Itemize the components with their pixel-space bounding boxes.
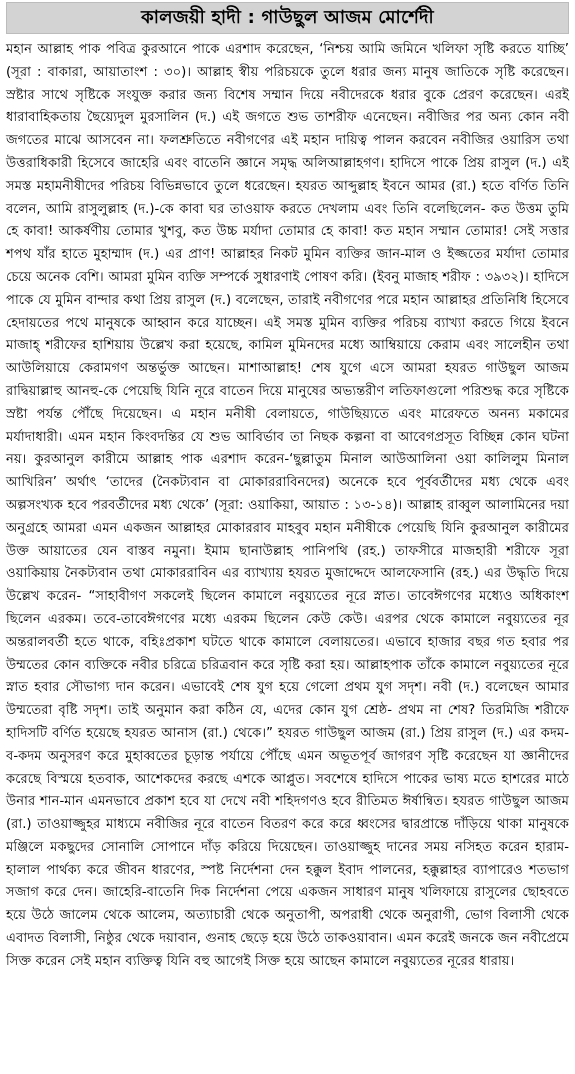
title-bar [6,2,569,34]
article-body [6,39,569,974]
article-title: কালজয়ী হাদী : গাউছুল আজম মোর্শেদী [141,6,434,28]
article-paragraph: মহান আল্লাহ পাক পবিত্র কুরআনে পাকে এরশাদ করেছেন, ‘নিশ্চয় আমি জমিনে খলিফা সৃষ্টি করতে যাচ্ছি’ (সূরা : বাকারা, আয়াতাংশ : ৩০)। আল্লাহ স্বীয় পরিচয়কে তুলে ধরার জন্য মানুষ জাতিকে সৃষ্টি করেছেন। স্রষ্টার সাথে সৃষ্টিকে সংযুক্ত করার জন্য বিশেষ সম্মান দিয়ে নবীদেরকে ধরার বুকে প্রেরণ করেছেন। এরই ধারাবাহিকতায় ছৈয়্যেদুল মুরসালিন (দ.) এই জগতে শুভ তাশরীফ এনেছেন। নবীজির পর অন্য কোন নবী জগতের মাঝে আসবেন না। ফলশ্রুতিতে নবীগণের এই মহান দায়িত্ব পালন করবেন নবীজির ওয়ারিস তথা উত্তরাধিকারী হিসেবে জাহেরি এবং বাতেনি জ্ঞানে সমৃদ্ধ অলিআল্লাহগণ। হাদিসে পাকে প্রিয় রাসুল (দ.) এই সমস্ত মহামনীষীদের পরিচয় বিভিন্নভাবে তুলে ধরেছেন। হযরত আব্দুল্লাহ ইবনে আমর (রা.) হতে বর্ণিত তিনি বলেন, আমি রাসুলুল্লাহ (দ.)-কে কাবা ঘর তাওয়াফ করতে দেখলাম এবং তিনি বলেছিলেন- কত উত্তম তুমি হে কাবা! আকর্ষণীয় তোমার খুশবু, কত উচ্চ মর্যাদা তোমার হে কাবা! কত মহান সম্মান তোমার! সেই সত্তার শপথ যাঁর হাতে মুহাম্মাদ (দ.) এর প্রাণ! আল্লাহর নিকট মুমিন ব্যক্তির জান-মাল ও ইজ্জতের মর্যাদা তোমার চেয়ে অনেক বেশি। আমরা মুমিন ব্যক্তি সম্পর্কে সুধারণাই পোষণ করি। (ইবনু মাজাহ শরীফ : ৩৯৩২)। হাদিসে পাকে যে মুমিন বান্দার কথা প্রিয় রাসুল (দ.) বলেছেন, তারাই নবীগণের পরে মহান আল্লাহর প্রতিনিধি হিসেবে হেদায়তের পথে মানুষকে আহ্বান করে যাচ্ছেন। এই সমস্ত মুমিন ব্যক্তির পরিচয় ব্যাখ্যা করতে গিয়ে ইবনে মাজাহ্ শরীফের হাশিয়ায় উল্লেখ করা হয়েছে, কামিল মুমিনদের মধ্যে আম্বিয়ায়ে কেরাম এবং সালেহীন তথা আউলিয়ায়ে কেরামগণ অন্তর্ভুক্ত আছেন। মাশাআল্লাহ! শেষ যুগে এসে আমরা হযরত গাউছুল আজম রাদ্বিয়াল্লাহু আনহু-কে পেয়েছি যিনি নূরে বাতেন দিয়ে মানুষের অভ্যন্তরীণ লতিফাগুলো পরিশুদ্ধ করে সৃষ্টিকে স্রষ্টা পর্যন্ত পৌঁছে দিয়েছেন। এ মহান মনীষী বেলায়তে, গাউছিয়্যতে এবং মারেফতে অনন্য মকামের মর্যাদাধারী। এমন মহান কিংবদন্তির যে শুভ আবির্ভাব তা নিছক কল্পনা বা আবেগপ্রসূত বিচ্ছিন্ন কোন ঘটনা নয়। কুরআনুল কারীমে আল্লাহ পাক এরশাদ করেন-‘ছুল্লাতুম মিনাল আউআলিনা ওয়া কালিলুম মিনাল আখিরিন’ অর্থাৎ ‘তাদের (নৈকট্যবান বা মোকাররাবিনদের) অনেকে হবে পূর্ববর্তীদের মধ্য থেকে এবং অল্পসংখ্যক হবে পরবর্তীদের মধ্য থেকে’ (সূরা: ওয়াকিয়া, আয়াত : ১৩-১৪)। আল্লাহ রাব্বুল আলামিনের দয়া অনুগ্রহে আমরা এমন একজন আল্লাহর মোকাররাব মাহবুব মহান মনীষীকে পেয়েছি যিনি কুরআনুল কারীমের উক্ত আয়াতের যেন বাস্তব নমুনা। ইমাম ছানাউল্লাহ পানিপথি (রহ.) তাফসীরে মাজহারী শরীফে সূরা ওয়াকিয়ায় নৈকট্যবান তথা মোকাররাবিন এর ব্যাখ্যায় হযরত মুজাদ্দেদে আলফেসানি (রহ.) এর উদ্ধৃতি দিয়ে উল্লেখ করেন- “সাহাবীগণ সকলেই ছিলেন কামালে নবুয়্যতের নূরে স্নাত। তাবেঈগণের মধ্যেও অধিকাংশ ছিলেন এরকম। তবে-তাবেঈগণের মধ্যে এরকম ছিলেন কেউ কেউ। এরপর থেকে কামালে নবুয়্যতের নূর অন্তরালবর্তী হতে থাকে, বহিঃপ্রকাশ ঘটতে থাকে কামালে বেলায়তের। এভাবে হাজার বছর গত হবার পর উম্মতের কোন ব্যক্তিকে নবীর চরিত্রে চরিত্রবান করে সৃষ্টি করা হয়। আল্লাহপাক তাঁকে কামালে নবুয়্যতের নূরে স্নাত হবার সৌভাগ্য দান করেন। এভাবেই শেষ যুগ হয়ে গেলো প্রথম যুগ সদৃশ। নবী (দ.) বলেছেন আমার উম্মতেরা বৃষ্টি সদৃশ। তাই অনুমান করা কঠিন যে, এদের কোন যুগ শ্রেষ্ঠ- প্রথম না শেষ? তিরমিজি শরীফে হাদিসটি বর্ণিত হয়েছে হযরত আনাস (রা.) থেকে।” হযরত গাউছুল আজম (রা.) প্রিয় রাসুল (দ.) এর কদম-ব-কদম অনুসরণ করে মুহাব্বতের চূড়ান্ত পর্যায়ে পৌঁছে এমন অভূতপূর্ব জাগরণ সৃষ্টি করেছেন যা জ্ঞানীদের করেছে বিস্ময়ে হতবাক, আশেকদের করছে এশকে আপ্লুত। সবশেষে হাদিসে পাকের ভাষ্য মতে হাশরের মাঠে উনার শান-মান এমনভাবে প্রকাশ হবে যা দেখে নবী শহিদগণও হবে রীতিমত ঈর্ষান্বিত। হযরত গাউছুল আজম (রা.) তাওয়াজ্জুহর মাধ্যমে নবীজির নূরে বাতেন বিতরণ করে করে ধ্বংসের দ্বারপ্রান্তে দাঁড়িয়ে থাকা মানুষকে মঞ্জিলে মকছুদের সোনালি সোপানে দাঁড় করিয়ে দিয়েছেন। তাওয়াজ্জুহ দানের সময় নসিহত করেন হারাম-হালাল পার্থক্য করে জীবন ধারণের, স্পষ্ট নির্দেশনা দেন হক্কুল ইবাদ পালনের, হক্কুল্লাহর ব্যাপারেও শতভাগ সজাগ করে দেন। জাহেরি-বাতেনি দিক নির্দেশনা পেয়ে একজন সাধারণ মানুষ খলিফায়ে রাসুলের ছোহবতে হয়ে উঠে জালেম থেকে আলেম, অত্যাচারী থেকে অনুতাপী, অপরাধী থেকে অনুরাগী, ভোগ বিলাসী থেকে এবাদত বিলাসী, নিষ্ঠুর থেকে দয়াবান, গুনাহ ছেড়ে হয়ে উঠে তাকওয়াবান। এমন করেই জনকে জন নবীপ্রেমে সিক্ত করেন সেই মহান ব্যক্তিত্ব যিনি বহু আগেই সিক্ত হয়ে আছেন কামালে নবুয়্যতের নূরের ধারায়। [6,42,569,969]
